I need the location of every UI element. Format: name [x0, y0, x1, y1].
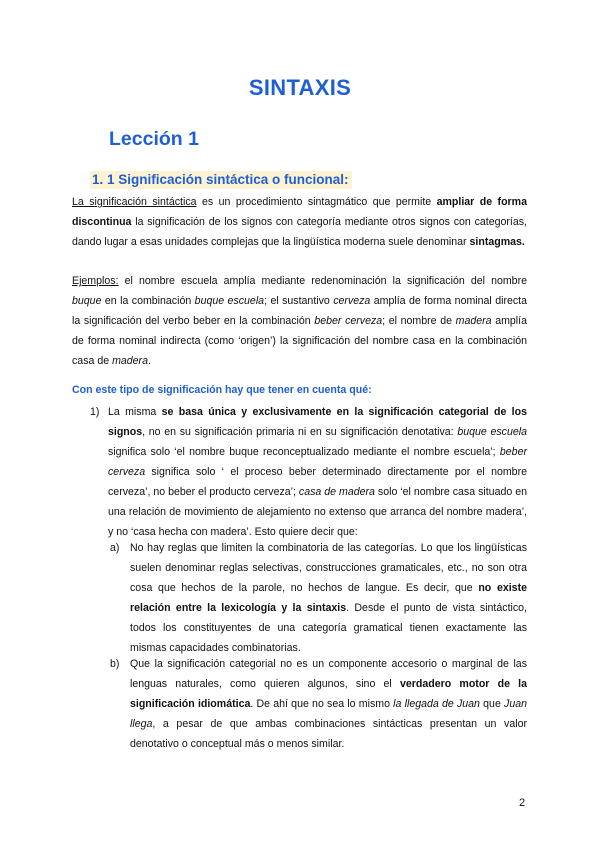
list-item-text [130, 654, 527, 754]
definition-paragraph [72, 192, 527, 252]
page-number: 2 [519, 797, 526, 809]
italic-run: casa de madera [298, 486, 375, 498]
text-run: No hay reglas que limiten la combinatoria de las categorías. Lo que los lingüísticas suelen denominar reglas selectivas, construcciones gramaticales, etc., no son otra cosa que hechos de la parole, no hechos de langue. Es decir, que [130, 542, 527, 594]
list-item-a [110, 538, 527, 658]
text-run: significa solo ‘ el proceso beber determinado directamente por el nombre cerveza’, no beber el producto cerveza’; [108, 466, 527, 498]
section-heading: 1. 1 Significación sintáctica o funcional: [90, 171, 352, 189]
bold-phrase: no existe relación entre la lexicología y la sintaxis [130, 582, 527, 614]
italic-run: madera [455, 315, 492, 327]
italic-run: beber cerveza [314, 315, 383, 327]
subheading: Con este tipo de significación hay que tener en cuenta qué: [72, 384, 372, 396]
text-run: ; el nombre de [382, 315, 456, 327]
text-run: , a pesar de que ambas combinaciones sintácticas presentan un valor denotativo o conceptual más o menos similar. [130, 718, 527, 750]
italic-run: Juan llega [130, 698, 528, 730]
italic-run: cerveza [333, 295, 371, 307]
bold-phrase: se basa única y exclusivamente en la significación categorial de los signos [108, 406, 527, 438]
bold-phrase: ampliar de forma discontinua [72, 196, 527, 228]
italic-run: la llegada de Juan [393, 698, 480, 710]
examples-label: Ejemplos: [72, 275, 119, 287]
list-marker: a) [110, 542, 120, 554]
text-run: el nombre escuela amplía mediante redenominación la significación del nombre [118, 275, 527, 287]
text-run: Que la significación categorial no es un componente accesorio o marginal de las lenguas naturales, como quieren algunos, sino el [130, 658, 527, 690]
text-run: , no en su significación primaria ni en su significación denotativa: [142, 426, 458, 438]
list-marker: 1) [90, 406, 100, 418]
text-run: La misma [108, 406, 162, 418]
text-run: amplía de forma nominal directa la significación del verbo beber en la combinación [72, 295, 527, 327]
document-title: SINTAXIS [248, 75, 352, 100]
italic-run: buque escuela [194, 295, 265, 307]
examples-paragraph [72, 271, 527, 371]
text-run: es un procedimiento sintagmático que permite [196, 196, 437, 208]
bold-term: sintagmas. [469, 236, 525, 248]
italic-run: madera [112, 355, 148, 367]
list-item-1 [90, 402, 527, 542]
lesson-heading: Lección 1 [109, 128, 199, 150]
italic-run: buque escuela [457, 426, 527, 438]
text-run: significa solo ‘el nombre buque reconceptualizado mediante el nombre escuela’; [108, 446, 500, 458]
text-run: amplía de forma nominal indirecta (como ‘origen’) la significación del nombre casa en la combinación casa de [72, 315, 528, 367]
term-underlined: La significación sintáctica [72, 196, 197, 208]
list-item-b [110, 654, 527, 754]
text-run: la significación de los signos con categoría mediante otros signos con categorías, dando lugar a esas unidades complejas que la lingüística moderna suele denominar [72, 216, 527, 248]
list-marker: b) [110, 658, 120, 670]
text-run: . [147, 355, 151, 367]
text-run: . De ahí que no sea lo mismo [250, 698, 394, 710]
italic-run: buque [72, 295, 102, 307]
text-run: ; el sustantivo [264, 295, 334, 307]
text-run: . Desde el punto de vista sintáctico, todos los constituyentes de una categoría gramatical tienen exactamente las mismas capacidades combinatorias. [130, 602, 527, 654]
text-run: que [479, 698, 505, 710]
italic-run: beber cerveza [108, 446, 527, 478]
list-item-text [130, 538, 527, 658]
text-run: en la combinación [101, 295, 195, 307]
text-run: solo ‘el nombre casa situado en una relación de movimiento de alejamiento no extenso que arranca del nombre madera’, y no ‘casa hecha con madera’. Esto quiere decir que: [108, 486, 527, 538]
list-item-text [108, 402, 527, 542]
bold-phrase: verdadero motor de la significación idiomática [130, 678, 528, 710]
